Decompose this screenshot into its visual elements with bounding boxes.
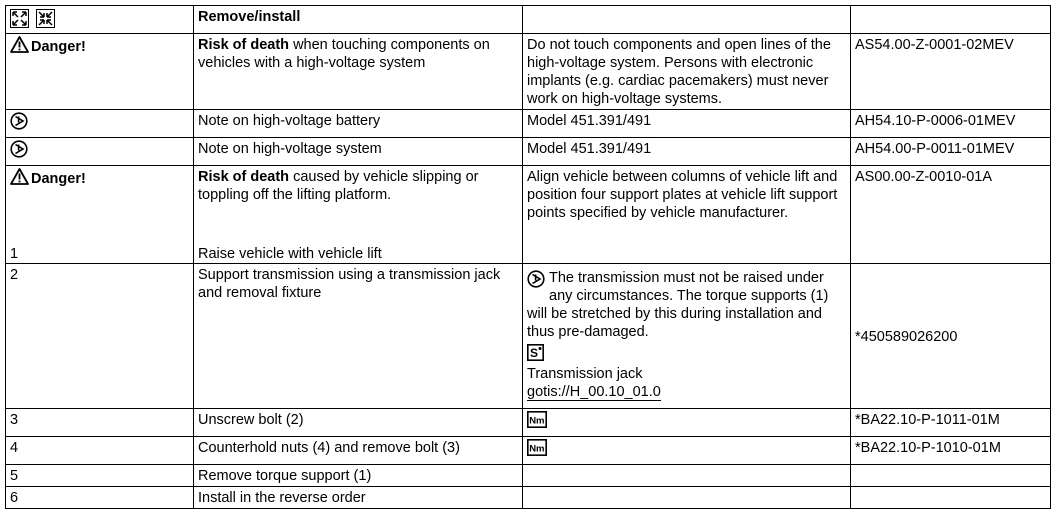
tool-label: Transmission jack [527,366,643,382]
detail-cell: Model 451.391/491 [523,110,851,138]
table-row [6,437,1051,465]
danger-label-cell [6,34,194,110]
danger-label: Danger! [31,171,86,187]
note-text: Note on high-voltage system [194,138,523,166]
special-tool-icon [527,344,544,361]
header-icons-cell [6,6,194,34]
detail-cell: Do not touch components and open lines of the high-voltage system. Persons with electronic implants (e.g. cardiac pacemakers) must never work on high-voltage systems. [523,34,851,110]
step-text: Remove torque support (1) [194,465,523,487]
note-icon [10,140,28,158]
header-title: Remove/install [194,6,523,34]
detail-cell: Model 451.391/491 [523,138,851,166]
step-text: Support transmission using a transmission jack and removal fixture [194,264,523,409]
note-icon-cell [6,138,194,166]
risk-bold: Risk of death [198,37,290,53]
table-row [6,465,1051,487]
table-row [6,487,1051,509]
collapse-icon[interactable] [36,9,55,28]
procedure-table [5,5,1051,509]
nm-icon[interactable] [527,411,547,428]
risk-cell [194,34,523,110]
step-number: 6 [6,487,194,509]
note-text: Note on high-voltage battery [194,110,523,138]
svg-text:S: S [530,346,539,360]
step-text: Install in the reverse order [194,487,523,509]
risk-cell [194,166,523,264]
ref-link[interactable]: *BA22.10-P-1010-01M [851,437,1051,465]
header-row [6,6,1051,34]
expand-icon[interactable] [10,9,29,28]
table-row [6,110,1051,138]
step-number: 2 [6,264,194,409]
ref-link[interactable]: AS54.00-Z-0001-02MEV [851,34,1051,110]
empty-cell [851,465,1051,487]
detail-cell: Align vehicle between columns of vehicle lift and position four support plates at vehicle lift support points specified by vehicle manufacturer. [523,166,851,264]
risk-bold: Risk of death [198,169,290,185]
note-icon [527,270,545,288]
ref-link[interactable]: AS00.00-Z-0010-01A [851,166,1051,264]
warning-triangle-icon [10,36,29,53]
ref-link[interactable]: *BA22.10-P-1011-01M [851,409,1051,437]
step-number: 4 [6,437,194,465]
ref-link[interactable]: AH54.00-P-0011-01MEV [851,138,1051,166]
ref-link[interactable] [851,264,1051,409]
svg-text:Nm: Nm [529,415,545,427]
header-empty-cell [851,6,1051,34]
header-empty-cell [523,6,851,34]
empty-cell [523,487,851,509]
note-text: The transmission must not be raised under any circumstances. The torque supports (1) will be stretched by this during installation and thus pre-damaged. [527,270,829,340]
step-number: 5 [6,465,194,487]
part-number[interactable]: *450589026200 [855,329,958,345]
danger-label: Danger! [31,39,86,55]
empty-cell [851,487,1051,509]
table-row [6,166,1051,264]
table-row [6,409,1051,437]
step-number: 3 [6,409,194,437]
table-row [6,264,1051,409]
warning-triangle-icon [10,168,29,185]
table-row [6,138,1051,166]
torque-cell [523,437,851,465]
note-icon-cell [6,110,194,138]
risk-text: caused by vehicle slipping or toppling off the lifting platform. [198,169,479,203]
step-text: Raise vehicle with vehicle lift [198,246,382,262]
step-text: Unscrew bolt (2) [194,409,523,437]
step-number: 1 [10,246,19,262]
ref-link[interactable]: AH54.10-P-0006-01MEV [851,110,1051,138]
svg-text:Nm: Nm [529,443,545,455]
risk-text: when touching components on vehicles with a high-voltage system [198,37,490,71]
empty-cell [523,465,851,487]
torque-cell [523,409,851,437]
danger-label-cell [6,166,194,264]
detail-cell [523,264,851,409]
step-text: Counterhold nuts (4) and remove bolt (3) [194,437,523,465]
note-icon [10,112,28,130]
tool-link[interactable]: gotis://H_00.10_01.0 [527,384,661,400]
nm-icon[interactable] [527,439,547,456]
table-row [6,34,1051,110]
